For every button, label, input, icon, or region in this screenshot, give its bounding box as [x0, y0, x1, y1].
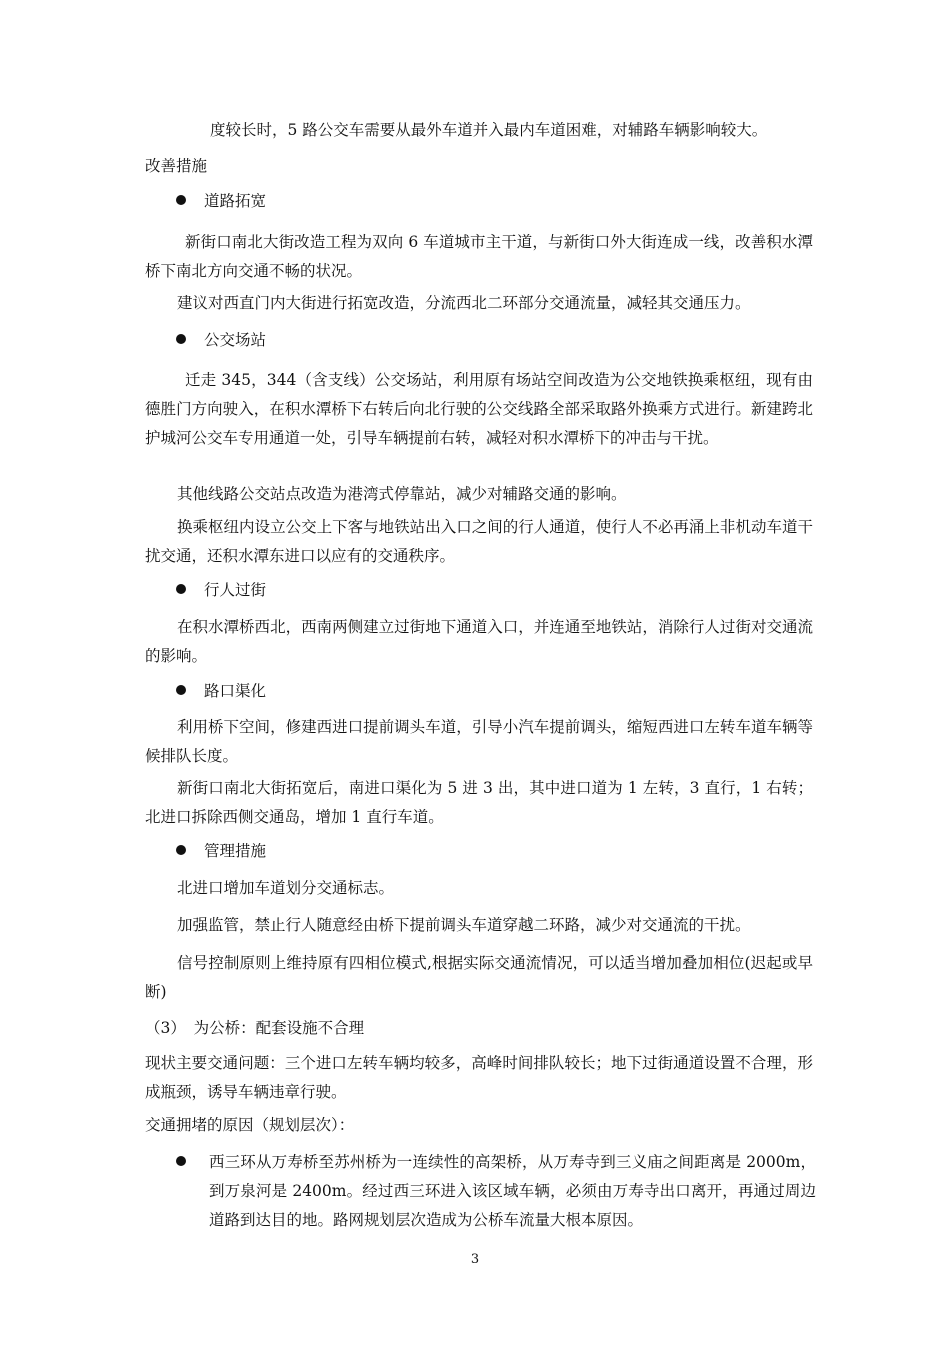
bullet-label: 管理措施 [204, 842, 267, 860]
paragraph: 利用桥下空间，修建西进口提前调头车道，引导小汽车提前调头，缩短西进口左转车道车辆等候排队长度。 [145, 718, 813, 765]
bullet-item [176, 578, 266, 602]
page-number: 3 [470, 1252, 480, 1267]
paragraph: 加强监管，禁止行人随意经由桥下提前调头车道穿越二环路，减少对交通流的干扰。 [177, 916, 751, 934]
paragraph: 换乘枢纽内设立公交上下客与地铁站出入口之间的行人通道，使行人不必再涌上非机动车道干扰交通，还积水潭东进口以应有的交通秩序。 [145, 518, 813, 565]
paragraph: 迁走 345，344（含支线）公交场站，利用原有场站空间改造为公交地铁换乘枢纽，现有由德胜门方向驶入，在积水潭桥下右转后向北行驶的公交线路全部采取路外换乘方式进行。新建跨北护城河公交车专用通道一处，引导车辆提前右转，减轻对积水潭桥下的冲击与干扰。 [145, 371, 813, 447]
paragraph: 其他线路公交站点改造为港湾式停靠站，减少对辅路交通的影响。 [177, 485, 627, 503]
bullet-item [176, 1148, 816, 1235]
bullet-label: 道路拓宽 [204, 192, 267, 210]
bullet-item [176, 839, 266, 863]
bullet-label: 公交场站 [204, 331, 267, 349]
bullet-item [176, 328, 266, 352]
paragraph: 在积水潭桥西北，西南两侧建立过街地下通道入口，并连通至地铁站，消除行人过街对交通流的影响。 [145, 618, 813, 665]
bullet-dot-icon [176, 1156, 186, 1166]
section-heading: 交通拥堵的原因（规划层次）： [145, 1116, 355, 1134]
bullet-dot-icon [176, 685, 186, 695]
bullet-dot-icon [176, 195, 186, 205]
paragraph: 新街口南北大街拓宽后，南进口渠化为 5 进 3 出，其中进口道为 1 左转，3 直行，1 右转；北进口拆除西侧交通岛，增加 1 直行车道。 [145, 779, 813, 826]
bullet-item [176, 189, 266, 213]
bullet-dot-icon [176, 584, 186, 594]
subsection-heading: （3） 为公桥：配套设施不合理 [145, 1019, 365, 1037]
bullet-label: 行人过街 [204, 581, 267, 599]
section-heading: 改善措施 [145, 157, 208, 175]
paragraph: 新街口南北大街改造工程为双向 6 车道城市主干道，与新街口外大街连成一线，改善积水潭桥下南北方向交通不畅的状况。 [145, 233, 813, 280]
paragraph: 现状主要交通问题：三个进口左转车辆均较多，高峰时间排队较长；地下过街通道设置不合理，形成瓶颈，诱导车辆违章行驶。 [145, 1054, 813, 1101]
paragraph: 信号控制原则上维持原有四相位模式,根据实际交通流情况，可以适当增加叠加相位(迟起或早断) [145, 954, 813, 1001]
bullet-text: 西三环从万寿桥至苏州桥为一连续性的高架桥，从万寿寺到三义庙之间距离是 2000m，到万泉河是 2400m。经过西三环进入该区域车辆，必须由万寿寺出口离开，再通过周边道路到达目的地。路网规划层次造成为公桥车流量大根本原因。 [209, 1153, 816, 1229]
paragraph: 度较长时，5 路公交车需要从最外车道并入最内车道困难，对辅路车辆影响较大。 [210, 121, 768, 139]
paragraph: 建议对西直门内大街进行拓宽改造，分流西北二环部分交通流量，减轻其交通压力。 [177, 294, 751, 312]
bullet-label: 路口渠化 [204, 682, 267, 700]
bullet-dot-icon [176, 334, 186, 344]
paragraph: 北进口增加车道划分交通标志。 [177, 879, 395, 897]
bullet-item [176, 679, 266, 703]
bullet-dot-icon [176, 845, 186, 855]
